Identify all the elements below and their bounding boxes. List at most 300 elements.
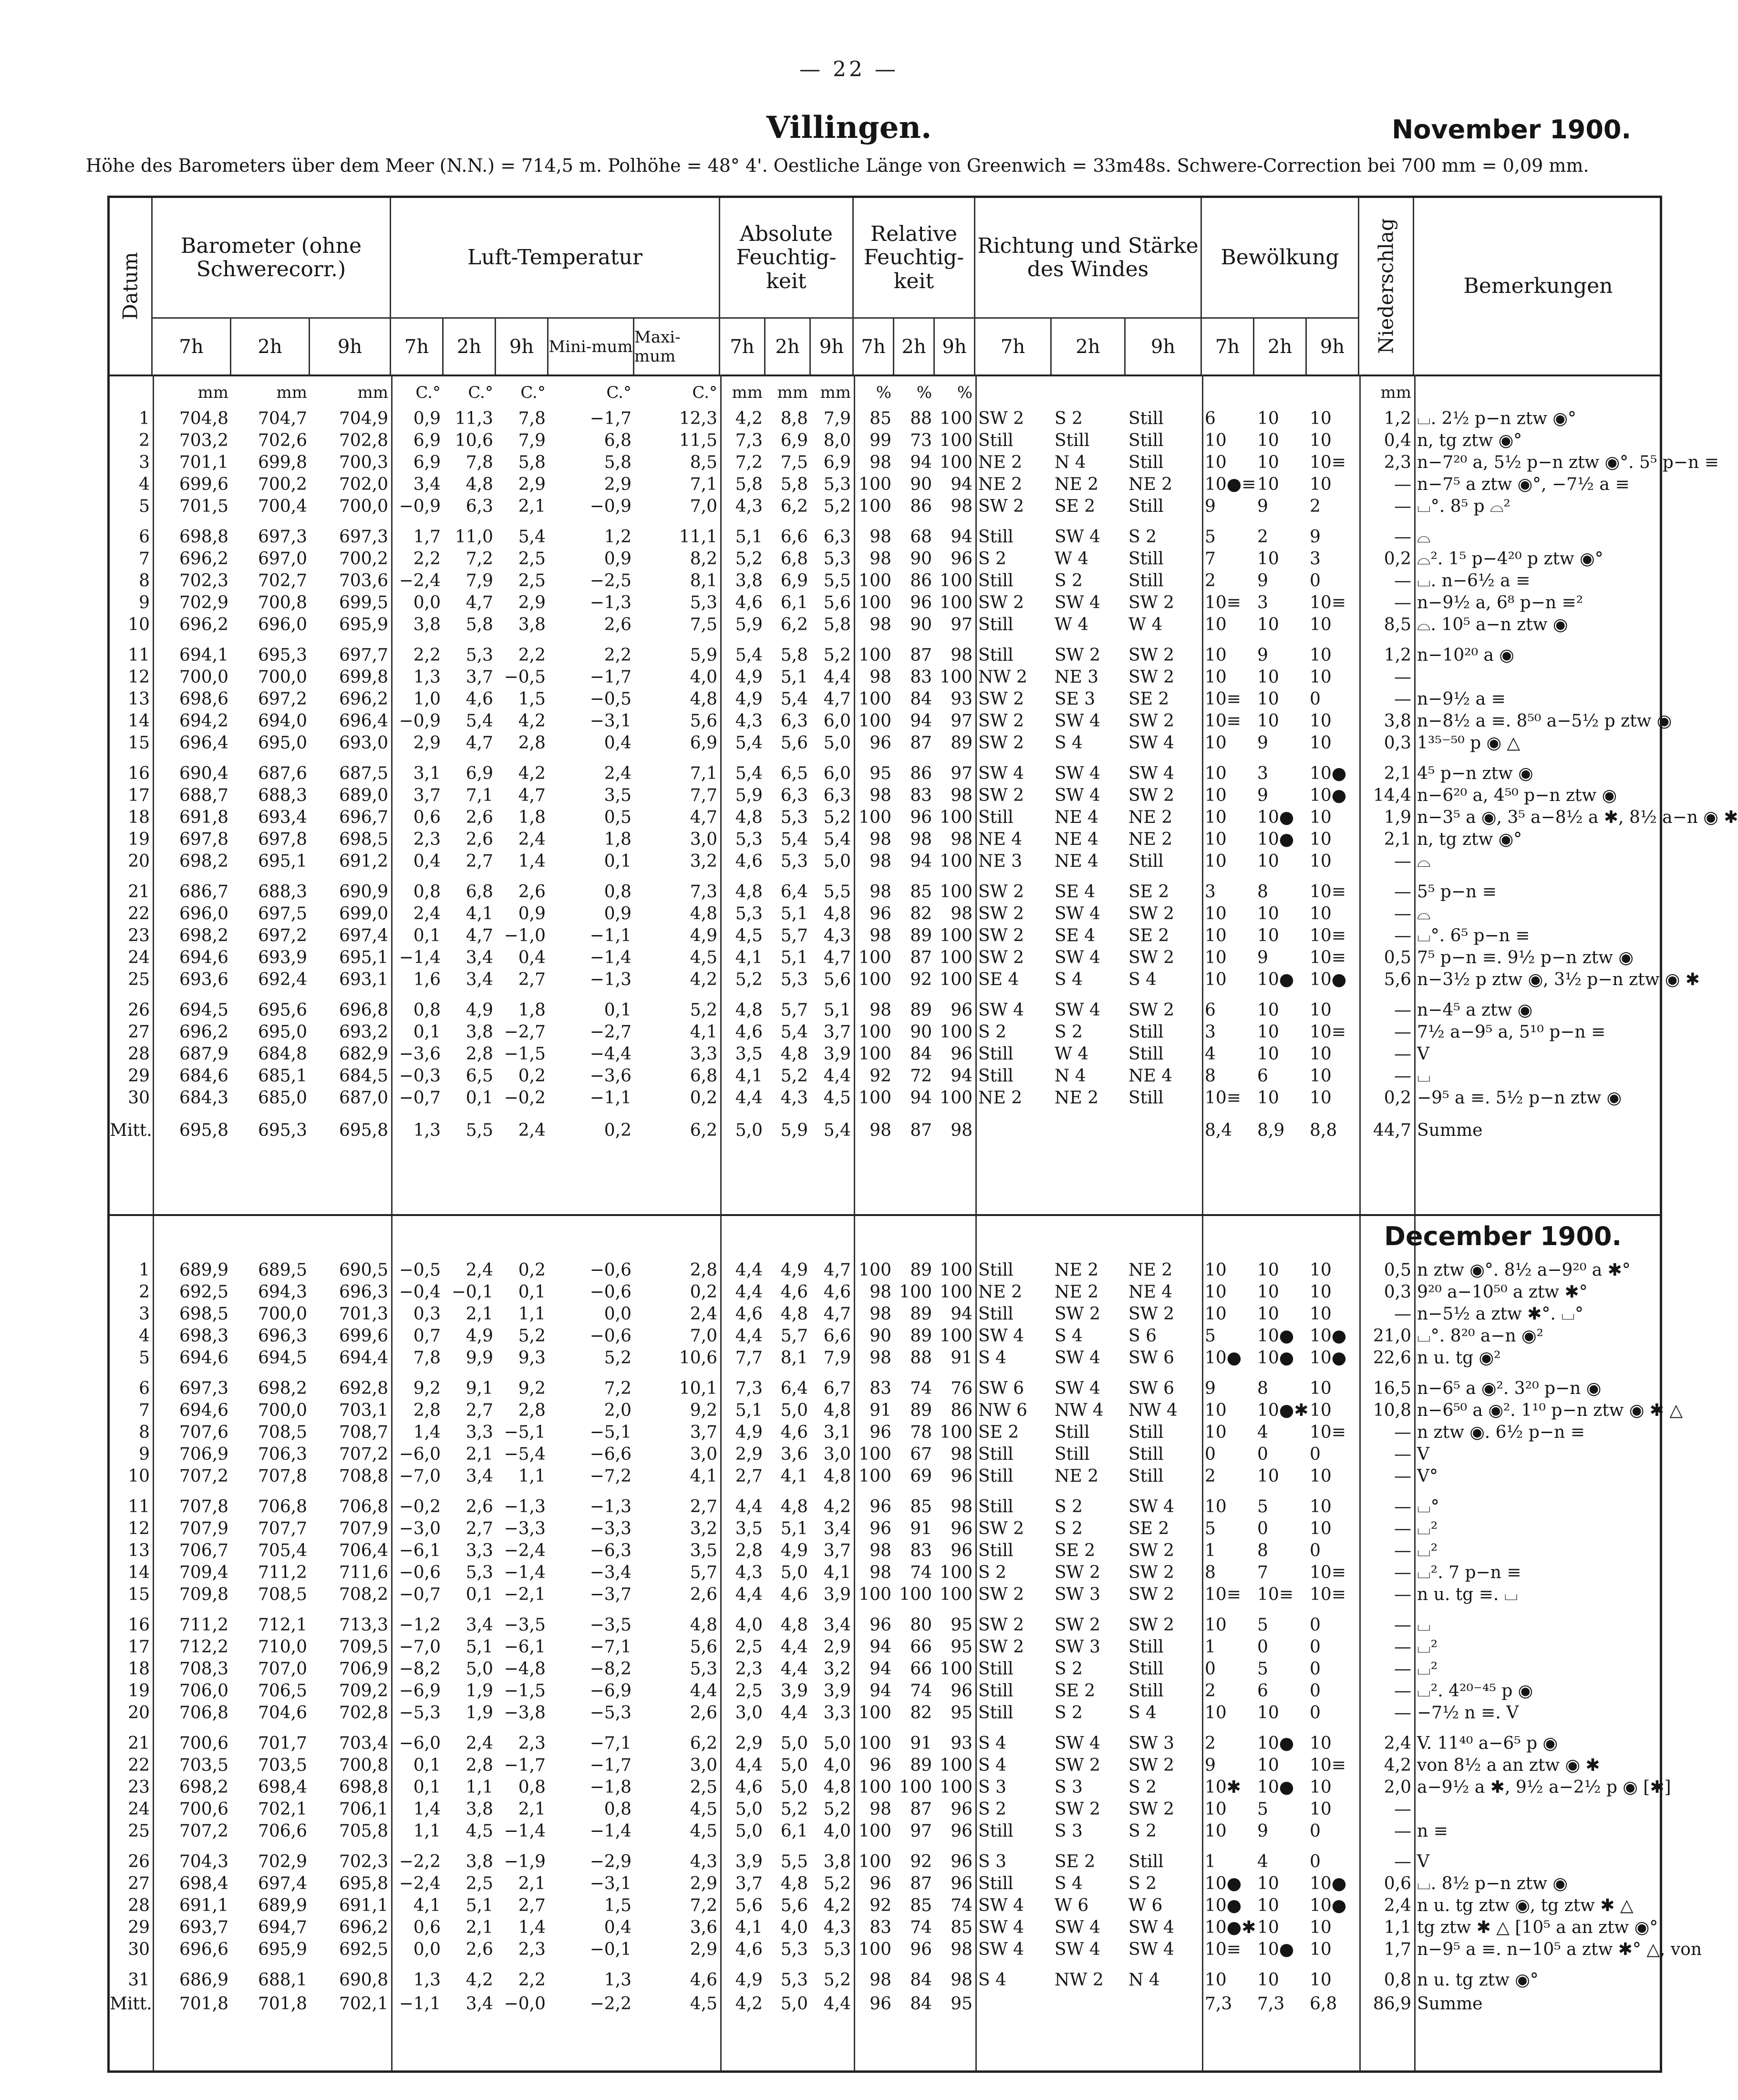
cell-wind-7: Still	[978, 1304, 1014, 1324]
cell-bew-2: 10	[1257, 711, 1279, 731]
cell-rel-7: 100	[859, 948, 891, 967]
cell-wind-2: S 2	[1055, 571, 1083, 591]
cell-bemerkung: 5⁵ p−n ≡	[1417, 882, 1497, 902]
cell-rel-7: 100	[859, 1734, 891, 1753]
table-row	[110, 1065, 1660, 1087]
cell-datum: 21	[128, 882, 150, 902]
cell-wind-9: S 2	[1128, 527, 1157, 547]
cell-bew-9: 10	[1310, 711, 1332, 731]
cell-bar-7: 691,8	[179, 808, 228, 827]
cell-temp-9: 2,1	[518, 1874, 546, 1893]
cell-temp-max: 4,0	[690, 667, 717, 687]
cell-datum: 7	[139, 549, 150, 569]
cell-niederschlag: —	[1394, 1000, 1411, 1020]
cell-abs-2: 5,0	[780, 1994, 808, 2014]
cell-abs-9: 4,7	[823, 689, 851, 709]
cell-bar-9: 696,8	[339, 1000, 388, 1020]
cell-rel-7: 98	[869, 1121, 891, 1140]
cell-bemerkung: n−6⁵ a ◉². 3²⁰ p−n ◉	[1417, 1379, 1602, 1398]
cell-rel-2: 87	[910, 733, 932, 753]
cell-temp-9: −1,3	[504, 1497, 546, 1517]
cell-wind-7: SW 2	[978, 1585, 1024, 1604]
cell-abs-7: 4,4	[735, 1282, 763, 1302]
cell-abs-7: 5,2	[735, 970, 763, 989]
cell-niederschlag: —	[1394, 689, 1411, 709]
cell-bar-7: 696,0	[179, 904, 228, 924]
cell-abs-9: 5,5	[823, 571, 851, 591]
cell-bar-9: 700,8	[339, 1756, 388, 1775]
cell-bar-2: 695,3	[258, 645, 307, 665]
cell-datum: 23	[128, 926, 150, 946]
cell-rel-9: 98	[951, 497, 972, 516]
cell-abs-2: 6,6	[780, 527, 808, 547]
cell-temp-2: 9,9	[466, 1348, 493, 1368]
cell-wind-9: SW 2	[1128, 1615, 1175, 1635]
cell-bar-2: 707,8	[258, 1466, 307, 1486]
cell-rel-9: 96	[951, 1821, 972, 1841]
cell-bew-2: 10	[1257, 926, 1279, 946]
cell-temp-2: 4,8	[466, 475, 493, 494]
cell-temp-min: −1,4	[590, 948, 631, 967]
cell-temp-7: −8,2	[399, 1659, 441, 1679]
cell-temp-min: −1,3	[590, 593, 631, 613]
table-row	[110, 1422, 1660, 1444]
cell-bar-2: 700,8	[258, 593, 307, 613]
cell-temp-2: 3,3	[466, 1423, 493, 1442]
cell-wind-2: SW 4	[1055, 711, 1101, 731]
cell-bemerkung: n, tg ztw ◉°	[1417, 431, 1522, 450]
cell-rel-2: 87	[910, 1121, 932, 1140]
cell-bemerkung: n−10²⁰ a ◉	[1417, 645, 1514, 665]
cell-wind-9: Still	[1128, 1022, 1164, 1042]
cell-bar-7: 698,5	[179, 1304, 228, 1324]
cell-bar-9: 706,4	[339, 1541, 388, 1560]
cell-abs-2: 4,4	[780, 1659, 808, 1679]
cell-abs-2: 5,3	[780, 852, 808, 871]
cell-wind-2: SW 2	[1055, 1756, 1101, 1775]
cell-abs-9: 4,5	[823, 1088, 851, 1108]
cell-niederschlag: 0,5	[1384, 1260, 1411, 1280]
cell-temp-7: −6,0	[399, 1734, 441, 1753]
cell-temp-max: 6,8	[690, 1066, 717, 1086]
cell-temp-2: 5,3	[466, 645, 493, 665]
cell-bew-2: 10●✱	[1257, 1401, 1309, 1420]
cell-datum: 3	[139, 453, 150, 472]
cell-wind-7: Still	[978, 1874, 1014, 1893]
cell-rel-2: 87	[910, 948, 932, 967]
table-row	[110, 548, 1660, 570]
cell-bew-7: 10	[1205, 764, 1227, 783]
cell-bew-9: 10≡	[1310, 948, 1346, 967]
cell-bew-7: 2	[1205, 571, 1216, 591]
cell-temp-max: 2,9	[690, 1874, 717, 1893]
cell-temp-2: 2,4	[466, 1734, 493, 1753]
cell-rel-9: 98	[951, 830, 972, 849]
cell-temp-min: 5,2	[604, 1348, 631, 1368]
cell-temp-2: 7,9	[466, 571, 493, 591]
cell-bew-7: 5	[1205, 1326, 1216, 1346]
cell-bemerkung: n−9½ a ≡	[1417, 689, 1506, 709]
table-row	[110, 999, 1660, 1021]
cell-wind-7: Still	[978, 1066, 1014, 1086]
cell-rel-7: 98	[869, 1282, 891, 1302]
cell-abs-7: 4,0	[735, 1615, 763, 1635]
cell-bew-2: 10	[1257, 1466, 1279, 1486]
cell-wind-2: S 4	[1055, 1326, 1083, 1346]
cell-bew-2: 10●	[1257, 1940, 1294, 1959]
cell-bew-7: 1	[1205, 1541, 1216, 1560]
cell-bar-9: 697,3	[339, 527, 388, 547]
cell-bar-7: 695,8	[179, 1121, 228, 1140]
cell-bew-2: 10	[1257, 1874, 1279, 1893]
cell-temp-max: 4,8	[690, 904, 717, 924]
cell-bew-2: 9	[1257, 497, 1268, 516]
cell-temp-9: 7,8	[518, 409, 546, 428]
cell-bar-9: 693,1	[339, 970, 388, 989]
cell-bew-7: 10≡	[1205, 1088, 1241, 1108]
cell-wind-9: SW 6	[1128, 1348, 1175, 1368]
sub-bew-9: 9h	[1307, 317, 1359, 374]
cell-rel-2: 87	[910, 1874, 932, 1893]
cell-rel-9: 98	[951, 1497, 972, 1517]
cell-niederschlag: 1,2	[1384, 645, 1411, 665]
cell-bemerkung: ⌴°	[1417, 1497, 1439, 1517]
cell-abs-2: 5,3	[780, 1970, 808, 1990]
cell-abs-7: 4,4	[735, 1497, 763, 1517]
cell-bar-9: 706,9	[339, 1659, 388, 1679]
cell-wind-2: SW 4	[1055, 527, 1101, 547]
cell-wind-7: NE 2	[978, 1088, 1023, 1108]
cell-abs-2: 3,6	[780, 1445, 808, 1464]
cell-temp-min: 0,4	[604, 1918, 631, 1937]
cell-rel-2: 96	[910, 1940, 932, 1959]
table-row	[110, 1540, 1660, 1562]
cell-bar-2: 696,0	[258, 615, 307, 634]
cell-bew-2: 9	[1257, 786, 1268, 805]
cell-temp-max: 4,5	[690, 948, 717, 967]
cell-temp-9: 2,8	[518, 733, 546, 753]
cell-temp-9: 0,2	[518, 1260, 546, 1280]
cell-bew-2: 10	[1257, 549, 1279, 569]
cell-rel-9: 100	[940, 1756, 972, 1775]
cell-bar-9: 701,3	[339, 1304, 388, 1324]
cell-wind-7: Still	[978, 1497, 1014, 1517]
cell-temp-min: 0,9	[604, 904, 631, 924]
cell-wind-7: NE 2	[978, 453, 1023, 472]
table-row	[110, 1755, 1660, 1777]
cell-datum: 28	[128, 1044, 150, 1064]
cell-temp-7: 2,4	[413, 904, 441, 924]
cell-temp-2: 2,1	[466, 1304, 493, 1324]
cell-wind-9: SW 4	[1128, 733, 1175, 753]
cell-abs-2: 6,2	[780, 497, 808, 516]
cell-temp-min: 6,8	[604, 431, 631, 450]
table-row	[110, 570, 1660, 592]
table-row	[110, 1820, 1660, 1842]
cell-rel-7: 96	[869, 904, 891, 924]
table-row	[110, 1087, 1660, 1109]
cell-bew-2: 10	[1257, 1756, 1279, 1775]
table-row	[110, 1851, 1660, 1873]
table-row	[110, 1680, 1660, 1702]
cell-bew-9: 10≡	[1310, 593, 1346, 613]
sub-bar-2: 2h	[231, 317, 310, 374]
cell-bew-7: 10≡	[1205, 593, 1241, 613]
cell-niederschlag: 10,8	[1373, 1401, 1411, 1420]
cell-temp-9: 2,3	[518, 1734, 546, 1753]
cell-bar-7: 698,2	[179, 852, 228, 871]
cell-niederschlag: —	[1394, 1659, 1411, 1679]
cell-bar-9: 695,8	[339, 1121, 388, 1140]
cell-wind-2: S 3	[1055, 1778, 1083, 1797]
cell-bew-9: 10	[1310, 1401, 1332, 1420]
cell-temp-max: 2,9	[690, 1940, 717, 1959]
cell-datum: 30	[128, 1940, 150, 1959]
cell-bew-2: 7,3	[1257, 1994, 1285, 2014]
cell-rel-2: 86	[910, 571, 932, 591]
sub-bew-7: 7h	[1202, 317, 1254, 374]
cell-temp-9: 0,8	[518, 1778, 546, 1797]
cell-temp-max: 12,3	[679, 409, 717, 428]
cell-abs-9: 4,6	[823, 1282, 851, 1302]
cell-temp-max: 4,2	[690, 970, 717, 989]
cell-bew-7: 5	[1205, 1519, 1216, 1539]
cell-bew-9: 10	[1310, 1466, 1332, 1486]
cell-temp-7: 0,8	[413, 882, 441, 902]
cell-bew-2: 5	[1257, 1659, 1268, 1679]
cell-temp-2: 5,8	[466, 615, 493, 634]
cell-abs-7: 5,3	[735, 904, 763, 924]
cell-niederschlag: —	[1394, 852, 1411, 871]
cell-temp-min: 0,8	[604, 882, 631, 902]
cell-datum: 8	[139, 1423, 150, 1442]
cell-bar-7: 708,3	[179, 1659, 228, 1679]
cell-wind-9: Still	[1128, 453, 1164, 472]
cell-wind-7: SW 4	[978, 1000, 1024, 1020]
cell-wind-9: Still	[1128, 1445, 1164, 1464]
cell-abs-7: 3,5	[735, 1044, 763, 1064]
cell-temp-min: −1,3	[590, 970, 631, 989]
cell-niederschlag: —	[1394, 1423, 1411, 1442]
cell-wind-2: S 4	[1055, 1874, 1083, 1893]
cell-bew-9: 10●	[1310, 1874, 1347, 1893]
cell-bar-7: mm	[197, 383, 228, 402]
cell-bar-7: 694,6	[179, 1401, 228, 1420]
cell-temp-2: −0,1	[451, 1282, 493, 1302]
cell-rel-2: 89	[910, 1326, 932, 1346]
cell-bew-2: 10●	[1257, 1326, 1294, 1346]
cell-temp-7: 0,0	[413, 593, 441, 613]
cell-abs-9: 4,0	[823, 1756, 851, 1775]
cell-abs-2: 4,6	[780, 1423, 808, 1442]
cell-abs-9: 3,0	[823, 1445, 851, 1464]
cell-bemerkung: ⌴²	[1417, 1637, 1438, 1657]
cell-abs-9: 5,4	[823, 830, 851, 849]
cell-bew-2: 10	[1257, 852, 1279, 871]
cell-abs-7: 4,8	[735, 882, 763, 902]
cell-bar-9: 703,6	[339, 571, 388, 591]
cell-abs-2: 5,3	[780, 808, 808, 827]
cell-rel-9: 97	[951, 711, 972, 731]
cell-temp-max: 5,7	[690, 1563, 717, 1582]
cell-temp-2: 0,1	[466, 1585, 493, 1604]
cell-wind-7: S 3	[978, 1852, 1007, 1871]
cell-wind-7: NE 2	[978, 475, 1023, 494]
cell-wind-7: SW 4	[978, 764, 1024, 783]
cell-rel-7: 96	[869, 1423, 891, 1442]
cell-niederschlag: —	[1394, 882, 1411, 902]
cell-temp-min: 0,5	[604, 808, 631, 827]
cell-bew-9: 0	[1310, 1681, 1321, 1701]
cell-wind-9: SW 3	[1128, 1734, 1175, 1753]
cell-bemerkung: a−9½ a ✱, 9½ a−2½ p ◉ [✱]	[1417, 1778, 1671, 1797]
cell-bar-2: 689,5	[258, 1260, 307, 1280]
cell-bar-9: 693,0	[339, 733, 388, 753]
cell-rel-9: 96	[951, 1000, 972, 1020]
cell-temp-9: 2,8	[518, 1401, 546, 1420]
cell-temp-min: −1,7	[590, 1756, 631, 1775]
cell-abs-2: 6,1	[780, 593, 808, 613]
cell-rel-7: 94	[869, 1659, 891, 1679]
cell-niederschlag: —	[1394, 1022, 1411, 1042]
table-row	[110, 592, 1660, 614]
cell-bar-2: 695,9	[258, 1940, 307, 1959]
cell-abs-2: 5,1	[780, 948, 808, 967]
cell-bew-9: 10●	[1310, 1896, 1347, 1915]
cell-wind-7: S 4	[978, 1734, 1007, 1753]
cell-abs-7: 2,5	[735, 1637, 763, 1657]
cell-bew-9: 10≡	[1310, 1756, 1346, 1775]
cell-rel-7: 96	[869, 1615, 891, 1635]
cell-abs-9: 3,7	[823, 1022, 851, 1042]
cell-bar-9: 706,8	[339, 1497, 388, 1517]
cell-niederschlag: —	[1394, 904, 1411, 924]
cell-bar-9: 689,0	[339, 786, 388, 805]
cell-temp-2: 5,4	[466, 711, 493, 731]
cell-temp-min: 2,6	[604, 615, 631, 634]
cell-bar-2: 697,2	[258, 689, 307, 709]
cell-bew-9: 10	[1310, 808, 1332, 827]
cell-abs-9: 4,1	[823, 1563, 851, 1582]
cell-datum: 2	[139, 1282, 150, 1302]
table-row	[110, 1939, 1702, 1961]
cell-temp-min: 3,5	[604, 786, 631, 805]
cell-wind-7: S 2	[978, 1799, 1007, 1819]
cell-abs-9: 6,7	[823, 1379, 851, 1398]
cell-bar-7: 706,8	[179, 1703, 228, 1723]
cell-wind-9: SW 2	[1128, 593, 1175, 613]
cell-wind-7: NW 6	[978, 1401, 1027, 1420]
cell-wind-2: SW 2	[1055, 645, 1101, 665]
cell-bew-9: 10	[1310, 852, 1332, 871]
cell-bemerkung: n−4⁵ a ztw ◉	[1417, 1000, 1533, 1020]
cell-bar-9: 696,2	[339, 689, 388, 709]
cell-wind-9: Still	[1128, 852, 1164, 871]
cell-rel-9: 93	[951, 1734, 972, 1753]
cell-bew-7: 7	[1205, 549, 1216, 569]
cell-bar-9: 699,8	[339, 667, 388, 687]
cell-abs-9: 3,4	[823, 1519, 851, 1539]
cell-temp-2: 3,4	[466, 1466, 493, 1486]
header-datum: Datum	[110, 198, 153, 374]
cell-abs-9: 7,9	[823, 1348, 851, 1368]
cell-abs-2: 6,8	[780, 549, 808, 569]
cell-wind-2: W 4	[1055, 549, 1089, 569]
cell-bew-7: 1	[1205, 1852, 1216, 1871]
cell-abs-9: 3,1	[823, 1423, 851, 1442]
cell-abs-7: 5,4	[735, 733, 763, 753]
cell-bar-2: 700,2	[258, 475, 307, 494]
cell-bew-7: 9	[1205, 497, 1216, 516]
cell-abs-9: 8,0	[823, 431, 851, 450]
table-row	[110, 1702, 1660, 1724]
header-bem: Bemerkungen	[1463, 274, 1613, 299]
cell-bew-7: 10	[1205, 733, 1227, 753]
cell-bew-9: 10●	[1310, 970, 1347, 989]
cell-bew-2: 5	[1257, 1615, 1268, 1635]
cell-datum: 3	[139, 1304, 150, 1324]
cell-bemerkung: n−7²⁰ a, 5½ p−n ztw ◉°. 5⁵ p−n ≡	[1417, 453, 1719, 472]
cell-abs-7: 5,3	[735, 830, 763, 849]
cell-rel-9: 100	[940, 431, 972, 450]
cell-rel-9: 85	[951, 1918, 972, 1937]
cell-abs-2: 6,4	[780, 882, 808, 902]
cell-temp-7: 0,1	[413, 1022, 441, 1042]
table-row	[110, 1518, 1660, 1540]
cell-bew-2: 9	[1257, 1821, 1268, 1841]
cell-abs-7: 4,4	[735, 1756, 763, 1775]
cell-bar-7: 698,2	[179, 926, 228, 946]
cell-wind-2: SE 2	[1055, 497, 1096, 516]
cell-bar-9: 699,0	[339, 904, 388, 924]
cell-wind-9: Still	[1128, 1044, 1164, 1064]
cell-abs-9: 3,8	[823, 1852, 851, 1871]
cell-bar-7: 712,2	[179, 1637, 228, 1657]
table-row	[110, 1043, 1660, 1065]
cell-bew-9: 10	[1310, 1778, 1332, 1797]
cell-datum: 15	[128, 733, 150, 753]
cell-datum: 9	[139, 1445, 150, 1464]
cell-abs-7: 4,6	[735, 852, 763, 871]
cell-temp-9: 9,2	[518, 1379, 546, 1398]
cell-abs-9: 5,6	[823, 970, 851, 989]
cell-bemerkung: n ztw ◉°. 8½ a−9²⁰ a ✱°	[1417, 1260, 1631, 1280]
cell-rel-2: 85	[910, 1896, 932, 1915]
cell-temp-7: 0,1	[413, 926, 441, 946]
cell-bew-9: 10≡	[1310, 1563, 1346, 1582]
cell-datum: 12	[128, 1519, 150, 1539]
cell-rel-7: 98	[869, 926, 891, 946]
cell-temp-max: 5,3	[690, 593, 717, 613]
cell-rel-9: 95	[951, 1994, 972, 2014]
cell-temp-7: −1,2	[399, 1615, 441, 1635]
cell-bemerkung: −9⁵ a ≡. 5½ p−n ztw ◉	[1417, 1088, 1622, 1108]
cell-bar-2: 694,5	[258, 1348, 307, 1368]
cell-temp-2: 3,3	[466, 1541, 493, 1560]
cell-bew-2: 5	[1257, 1799, 1268, 1819]
cell-temp-9: 4,7	[518, 786, 546, 805]
cell-bar-2: 711,2	[258, 1563, 307, 1582]
table-row	[110, 1562, 1660, 1584]
cell-wind-7: Still	[978, 1703, 1014, 1723]
cell-wind-9: S 4	[1128, 1703, 1157, 1723]
cell-rel-9: 96	[951, 1681, 972, 1701]
cell-wind-9: S 2	[1128, 1874, 1157, 1893]
cell-bemerkung: n−3⁵ a ◉, 3⁵ a−8½ a ✱, 8½ a−n ◉ ✱	[1417, 808, 1738, 827]
cell-bew-9: 10	[1310, 1000, 1332, 1020]
cell-bar-9: 690,8	[339, 1970, 388, 1990]
cell-abs-2: 4,0	[780, 1918, 808, 1937]
